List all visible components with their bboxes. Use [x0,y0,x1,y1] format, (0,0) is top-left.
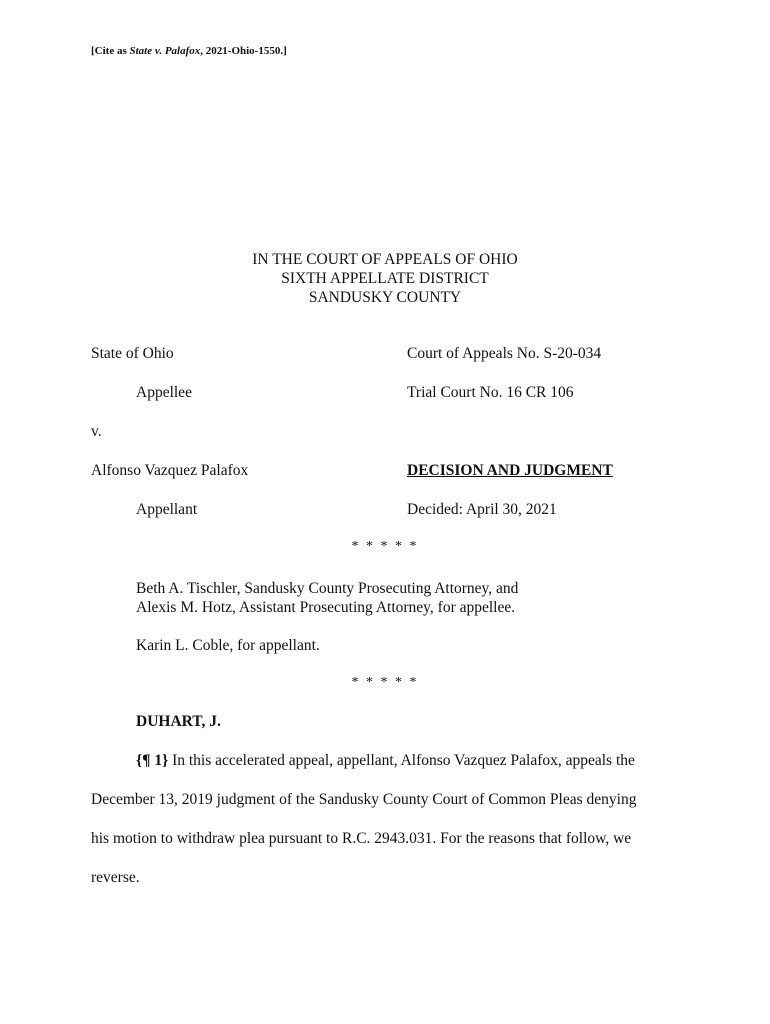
appeals-number: Court of Appeals No. S-20-034 [407,345,602,362]
citation-case-name: State v. Palafox [129,45,201,57]
opinion-line-4: reverse. [91,869,140,886]
separator-bottom: * * * * * [351,675,419,690]
party1-name: State of Ohio [91,345,174,362]
party2-name: Alfonso Vazquez Palafox [91,462,249,479]
decision-title: DECISION AND JUDGMENT [407,462,613,479]
court-county: SANDUSKY COUNTY [308,289,462,306]
counsel-appellee [136,579,518,617]
party1-role: Appellee [136,384,192,401]
versus: v. [91,423,102,440]
court-heading [0,250,770,307]
citation-prefix: [Cite as [91,45,130,57]
separator-top: * * * * * [351,539,419,554]
trial-court-number: Trial Court No. 16 CR 106 [407,384,574,401]
paragraph-marker: {¶ 1} [136,752,169,769]
judge-name: DUHART, J. [136,713,221,730]
decided-date: Decided: April 30, 2021 [407,501,557,518]
counsel-line-2: Alexis M. Hotz, Assistant Prosecuting Attorney, for appellee. [136,599,516,616]
opinion-line-1 [136,752,635,770]
opinion-line-3: his motion to withdraw plea pursuant to R.C. 2943.031. For the reasons that follow, we [91,830,632,847]
opinion-line-1-text: In this accelerated appeal, appellant, Alfonso Vazquez Palafox, appeals the [168,752,635,769]
court-name: IN THE COURT OF APPEALS OF OHIO [252,251,518,268]
citation-suffix: , 2021-Ohio-1550.] [200,45,287,57]
citation-header [91,45,287,57]
party2-role: Appellant [136,501,198,518]
opinion-line-2: December 13, 2019 judgment of the Sandusky County Court of Common Pleas denying [91,791,637,808]
counsel-line-1: Beth A. Tischler, Sandusky County Prosecuting Attorney, and [136,580,519,597]
counsel-appellant: Karin L. Coble, for appellant. [136,637,320,654]
court-district: SIXTH APPELLATE DISTRICT [281,270,489,287]
